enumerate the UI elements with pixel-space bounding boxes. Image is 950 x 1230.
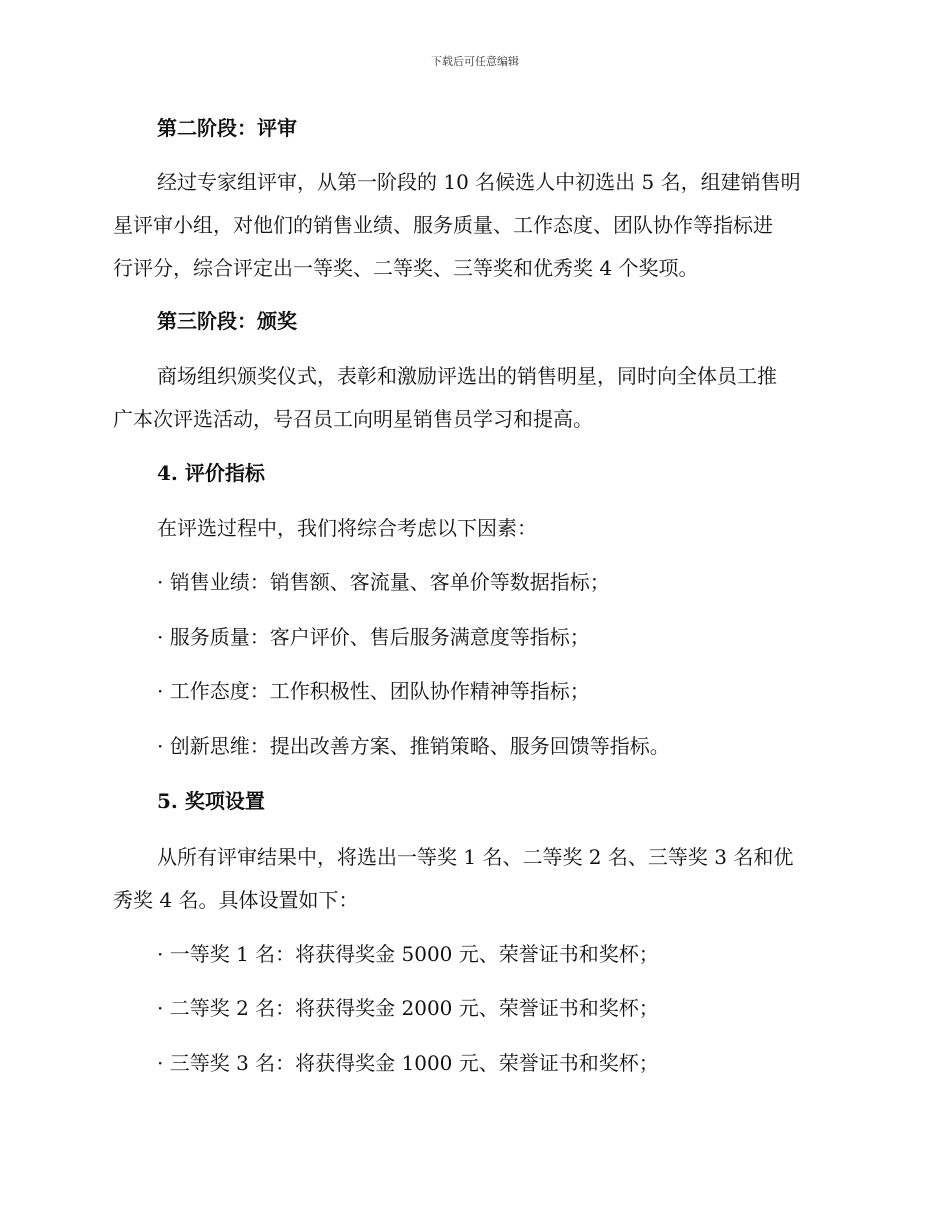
awards-paragraph xyxy=(113,836,833,922)
evaluation-item-innovation: · 创新思维：提出改善方案、推销策略、服务回馈等指标。 xyxy=(157,734,670,758)
stage2-line-2: 星评审小组，对他们的销售业绩、服务质量、工作态度、团队协作等指标进 xyxy=(113,213,773,237)
stage3-line-2: 广本次评选活动，号召员工向明星销售员学习和提高。 xyxy=(113,407,593,431)
stage2-line-1: 经过专家组评审，从第一阶段的 10 名候选人中初选出 5 名，组建销售明 xyxy=(157,170,801,194)
stage2-heading: 第二阶段：评审 xyxy=(157,116,297,140)
stage3-heading: 第三阶段：颁奖 xyxy=(157,309,297,333)
stage3-paragraph xyxy=(113,355,833,441)
awards-line-2: 秀奖 4 名。具体设置如下： xyxy=(113,888,359,912)
award-item-third: · 三等奖 3 名：将获得奖金 1000 元、荣誉证书和奖杯； xyxy=(157,1051,659,1075)
page-header: 下载后可任意编辑 xyxy=(431,55,519,68)
award-item-first: · 一等奖 1 名：将获得奖金 5000 元、荣誉证书和奖杯； xyxy=(157,942,659,966)
stage2-line-3: 行评分，综合评定出一等奖、二等奖、三等奖和优秀奖 4 个奖项。 xyxy=(113,256,699,280)
evaluation-intro: 在评选过程中，我们将综合考虑以下因素： xyxy=(157,516,537,540)
evaluation-item-sales: · 销售业绩：销售额、客流量、客单价等数据指标； xyxy=(157,570,610,594)
awards-line-1: 从所有评审结果中，将选出一等奖 1 名、二等奖 2 名、三等奖 3 名和优 xyxy=(157,845,794,869)
evaluation-item-service: · 服务质量：客户评价、售后服务满意度等指标； xyxy=(157,625,590,649)
evaluation-heading: 4. 评价指标 xyxy=(157,461,265,485)
award-item-second: · 二等奖 2 名：将获得奖金 2000 元、荣誉证书和奖杯； xyxy=(157,996,659,1020)
stage2-paragraph xyxy=(113,161,833,290)
evaluation-item-attitude: · 工作态度：工作积极性、团队协作精神等指标； xyxy=(157,679,590,703)
awards-heading: 5. 奖项设置 xyxy=(157,789,265,813)
stage3-line-1: 商场组织颁奖仪式，表彰和激励评选出的销售明星，同时向全体员工推 xyxy=(157,364,777,388)
